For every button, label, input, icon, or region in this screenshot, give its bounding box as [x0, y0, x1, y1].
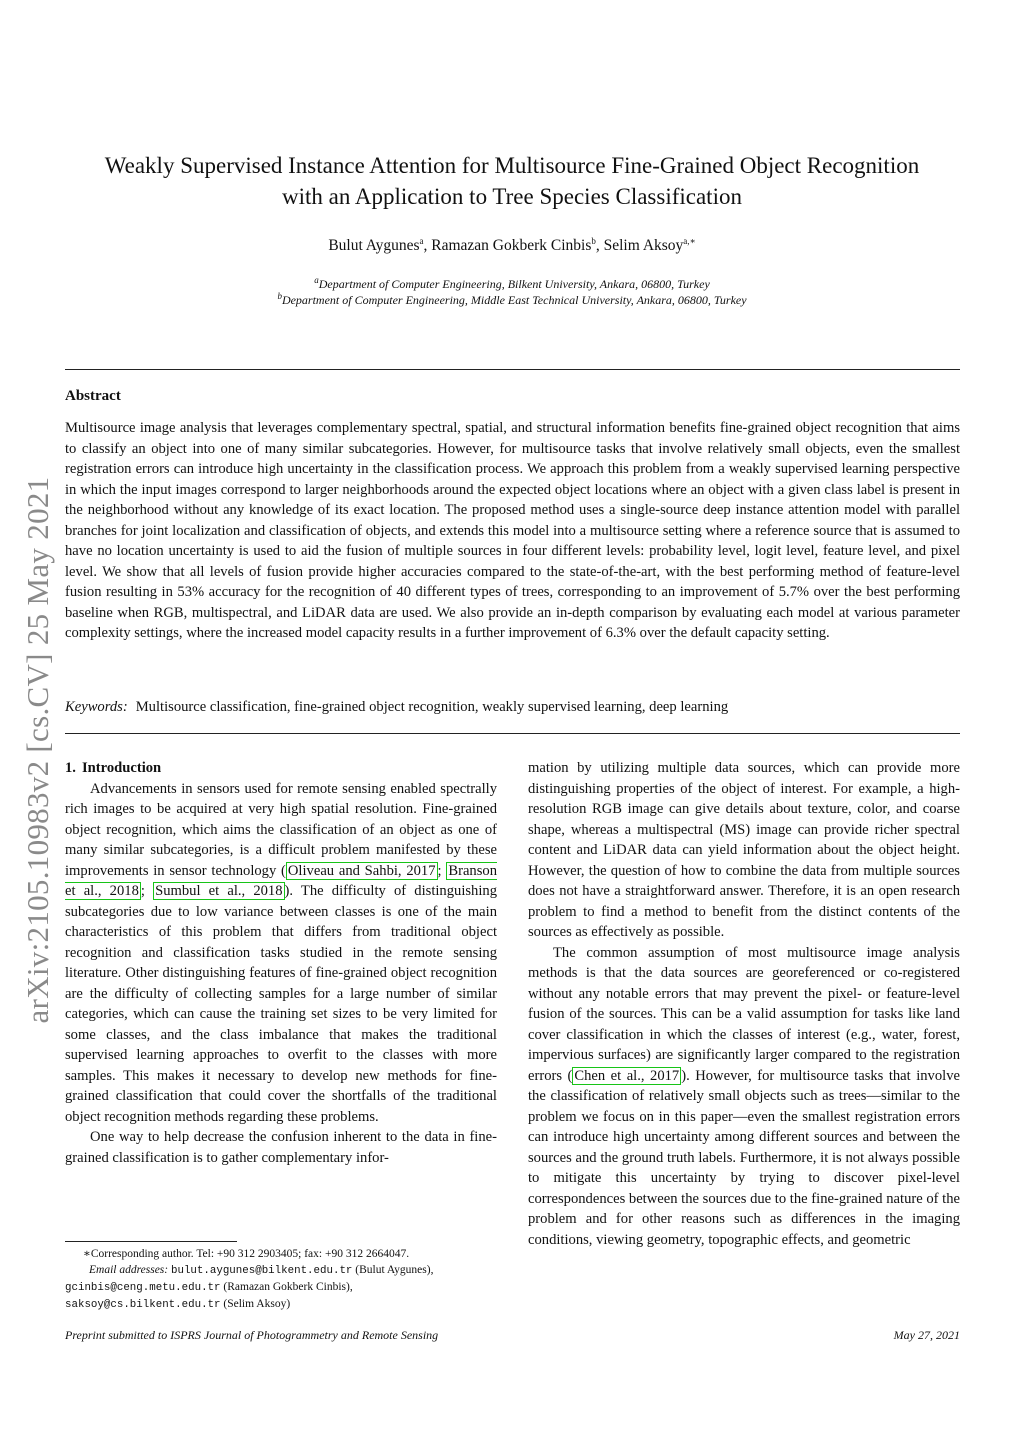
footnote-emails-3 — [65, 1296, 497, 1313]
email-label: Email addresses: — [89, 1264, 169, 1276]
author-name: Ramazan Gokberk Cinbis — [431, 237, 592, 254]
footnote-rule — [65, 1241, 237, 1242]
left-column — [65, 758, 497, 1168]
email-address[interactable]: bulut.aygunes@bilkent.edu.tr — [170, 1265, 353, 1277]
intro-paragraph-1 — [65, 779, 497, 1128]
author-sup: a,∗ — [683, 235, 696, 246]
citation-link[interactable]: Branson et al., 2018 — [65, 862, 498, 899]
abstract-bottom-rule — [65, 733, 960, 734]
intro-paragraph-3: mation by utilizing multiple data sources, which can provide more distinguishing properties of the object of interest. For example, a high-resolution RGB image can give details about texture, color, and coarse shape, whereas a multispectral (MS) image can provide richer spectral content and LiDAR data can yield information about the object height. However, the question of how to combine the data from multiple sources does not have a straightforward answer. Therefore, it is an open research problem to find a method to benefit from the distinct contents of the sources as effectively as possible. — [528, 760, 960, 940]
intro-paragraph-4 — [528, 943, 960, 1251]
keywords-label: Keywords: — [65, 699, 128, 715]
paragraph-text: Advancements in sensors used for remote sensing enabled spectrally rich images to be acquired at very high spatial resolution. Fine-grained object recognition, which aims the classification of an object as one of many similar subcategories, is a difficult problem manifested by these improvements in sensor technology ( — [65, 780, 497, 879]
author-sep: , — [595, 237, 604, 254]
citation-link[interactable]: Chen et al., 2017 — [574, 1067, 680, 1084]
affiliation-text: Department of Computer Engineering, Bilkent University, Ankara, 06800, Turkey — [318, 277, 710, 291]
paragraph-text: The common assumption of most multisource image analysis methods is that the data sources are georeferenced or co-registered without any notable errors that may prevent the pixel- or feature-level fusion of the sources. This can be a valid assumption for tasks like land cover classification in which the classes of interest (e.g., water, forest, impervious surfaces) are significantly larger compared to the registration errors ( — [528, 944, 960, 1084]
footnote-emails — [65, 1262, 497, 1279]
affiliation-sup: b — [277, 291, 282, 301]
arxiv-stamp-text: arXiv:2105.10983v2 [cs.CV] 25 May 2021 — [20, 476, 55, 1024]
footnote-corresponding: ∗Corresponding author. Tel: +90 312 2903405; fax: +90 312 2664047. — [83, 1248, 410, 1260]
author-name: Selim Aksoy — [603, 237, 684, 254]
right-column — [528, 758, 960, 1250]
section-title: Introduction — [81, 760, 162, 776]
arxiv-stamp — [4, 430, 72, 1070]
abstract-text: Multisource image analysis that leverages complementary spectral, spatial, and structural information benefits fine-grained object recognition that aims to classify an object into one of many similar subcategories. However, for multisource tasks that involve relatively small objects, even the smallest registration errors can introduce high uncertainty in the classification process. We approach this problem from a weakly supervised learning perspective in which the input images correspond to larger neighborhoods around the expected object locations where an object with a given class label is present in the neighborhood without any knowledge of its exact location. The proposed method uses a single-source deep instance attention model with parallel branches for joint localization and classification of objects, and extends this model into a multisource setting where a reference source that is assumed to have no location uncertainty is used to aid the fusion of multiple sources in four different levels: probability level, logit level, feature level, and pixel level. We show that all levels of fusion provide higher accuracies compared to the state-of-the-art, with the best performing method of feature-level fusion resulting in 53% accuracy for the recognition of 40 different types of trees, corresponding to an improvement of 5.7% over the best performing baseline when RGB, multispectral, and LiDAR data are used. We also provide an in-depth comparison by evaluating each model at various parameter complexity settings, where the increased model capacity results in a further improvement of 6.3% over the default capacity setting. — [65, 420, 960, 641]
author-sup: a — [419, 235, 424, 246]
email-owner: (Ramazan Gokberk Cinbis), — [223, 1281, 353, 1293]
affiliation-text: Department of Computer Engineering, Middle East Technical University, Ankara, 06800, Turkey — [281, 293, 747, 307]
email-address[interactable]: saksoy@cs.bilkent.edu.tr — [65, 1299, 221, 1311]
footnote-emails-2 — [65, 1279, 497, 1296]
title-line-1: Weakly Supervised Instance Attention for Multisource Fine-Grained Object Recognition — [104, 153, 920, 178]
email-owner: (Bulut Aygunes), — [355, 1264, 434, 1276]
paragraph-text: ). However, for multisource tasks that involve the classification of relatively small objects such as trees—similar to the problem we focus on in this paper—even the smallest registration errors can introduce high uncertainty among different sources and between the sources and the ground truth labels. Furthermore, it is not always possible to mitigate this uncertainty by trying to discover pixel-level correspondences between the sources due to the fine-grained nature of the problem and for other reasons such as differences in the imaging conditions, viewing geometry, topographic effects, and geometric — [528, 1067, 960, 1248]
affiliation-b — [40, 292, 984, 308]
paragraph-text: ). The difficulty of distinguishing subcategories due to low variance between classes is one of the main characteristics of this problem that differs from traditional object recognition and classification tasks studied in the remote sensing literature. Other distinguishing features of fine-grained object recognition are the difficulty of collecting samples for a large number of similar categories, which can cause the training set sizes to be very limited for some classes, and the class imbalance that makes the traditional supervised learning approaches to overfit to the classes with more samples. This makes it necessary to develop new methods for fine-grained classification that could cover the shortfalls of the traditional object recognition methods regarding these problems. — [65, 883, 497, 1125]
section-heading — [65, 758, 497, 779]
footer-date: May 27, 2021 — [893, 1328, 960, 1342]
affiliation-sup: a — [314, 275, 319, 285]
section-number: 1. — [65, 760, 76, 776]
citation-sep: ; — [140, 883, 154, 899]
author-sep: , — [423, 237, 432, 254]
footer-journal: Preprint submitted to ISPRS Journal of Photogrammetry and Remote Sensing — [65, 1328, 439, 1342]
keywords — [65, 699, 960, 716]
keywords-text: Multisource classification, fine-grained object recognition, weakly supervised learning, deep learning — [135, 699, 729, 715]
affiliations — [40, 276, 984, 308]
affiliation-a — [40, 276, 984, 292]
intro-paragraph-2: One way to help decrease the confusion inherent to the data in fine-grained classification is to gather complementary infor- — [65, 1129, 497, 1166]
email-address[interactable]: gcinbis@ceng.metu.edu.tr — [65, 1282, 221, 1294]
citation-link[interactable]: Oliveau and Sahbi, 2017 — [287, 862, 436, 879]
paper-title — [40, 150, 984, 212]
author-list — [40, 237, 984, 255]
abstract-heading: Abstract — [65, 388, 121, 404]
citation-sep: ; — [437, 862, 447, 879]
author-name: Bulut Aygunes — [328, 237, 420, 254]
citation-link[interactable]: Sumbul et al., 2018 — [155, 883, 283, 899]
author-sup: b — [591, 235, 596, 246]
footnote — [65, 1246, 497, 1313]
title-line-2: with an Application to Tree Species Classification — [282, 184, 742, 209]
email-owner: (Selim Aksoy) — [223, 1298, 291, 1310]
top-rule — [65, 369, 960, 370]
